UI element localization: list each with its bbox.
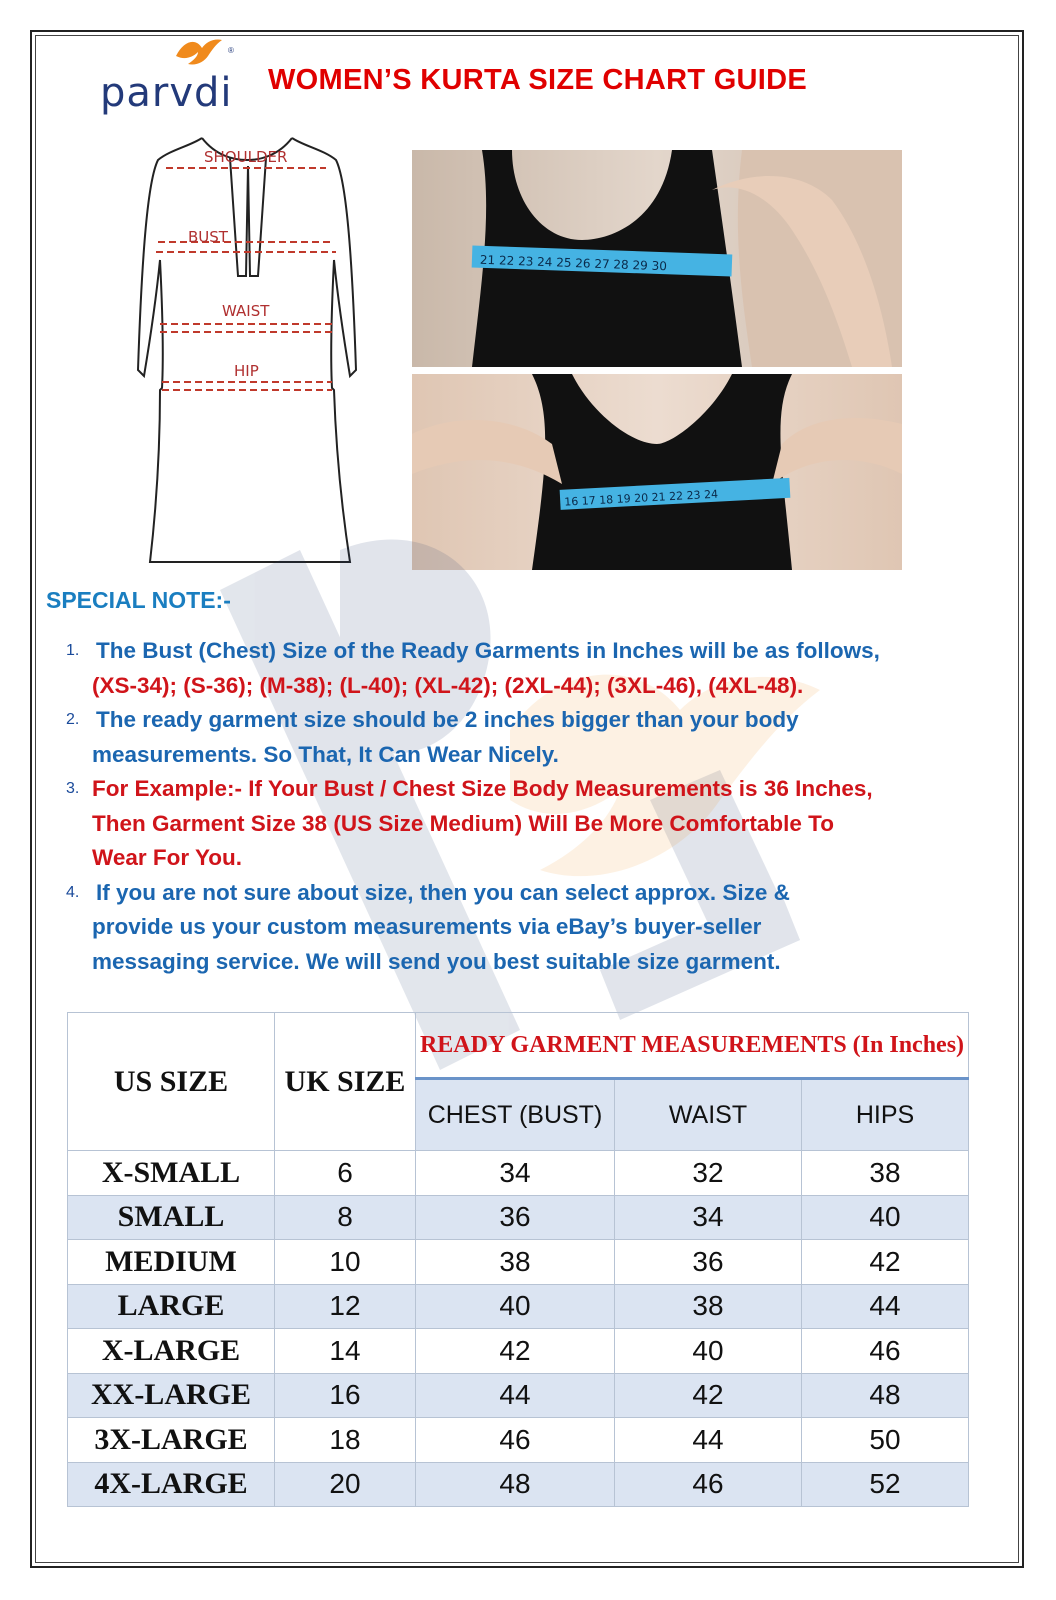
hips-cell: 42 <box>802 1240 969 1285</box>
note-number: 3. <box>66 780 80 797</box>
chest-cell: 44 <box>416 1373 615 1418</box>
chest-cell: 40 <box>416 1284 615 1329</box>
header-hips: HIPS <box>802 1079 969 1151</box>
bust-label: BUST <box>188 228 228 246</box>
waist-cell: 40 <box>615 1329 802 1374</box>
us-size-cell: X-LARGE <box>68 1329 275 1374</box>
brand-logo <box>100 36 250 116</box>
uk-size-cell: 10 <box>275 1240 416 1285</box>
waist-cell: 46 <box>615 1462 802 1507</box>
table-row <box>68 1373 969 1418</box>
header-us-size: US SIZE <box>68 1013 275 1151</box>
chest-cell: 46 <box>416 1418 615 1463</box>
note-line: The Bust (Chest) Size of the Ready Garments in Inches will be as follows, <box>96 638 880 663</box>
table-row <box>68 1151 969 1196</box>
header-chest: CHEST (BUST) <box>416 1079 615 1151</box>
chest-cell: 38 <box>416 1240 615 1285</box>
hips-cell: 46 <box>802 1329 969 1374</box>
note-number: 1. <box>66 642 80 659</box>
waist-label: WAIST <box>222 302 270 320</box>
note-line: The ready garment size should be 2 inches bigger than your body <box>96 707 799 732</box>
bird-logo-icon <box>174 36 224 72</box>
note-line: measurements. So That, It Can Wear Nicely. <box>92 741 559 767</box>
note-line: If you are not sure about size, then you can select approx. Size & <box>96 879 790 905</box>
note-item-4 <box>66 876 1026 980</box>
special-note-heading: SPECIAL NOTE:- <box>46 587 231 613</box>
tape-numbers-2: 16 17 18 19 20 21 22 23 24 <box>563 487 719 509</box>
note-item-1 <box>66 634 1026 703</box>
waist-cell: 38 <box>615 1284 802 1329</box>
waist-cell: 36 <box>615 1240 802 1285</box>
chest-cell: 34 <box>416 1151 615 1196</box>
uk-size-cell: 18 <box>275 1418 416 1463</box>
waist-cell: 42 <box>615 1373 802 1418</box>
table-row <box>68 1418 969 1463</box>
header-uk-size: UK SIZE <box>275 1013 416 1151</box>
chest-cell: 42 <box>416 1329 615 1374</box>
uk-size-cell: 16 <box>275 1373 416 1418</box>
waist-cell: 32 <box>615 1151 802 1196</box>
kurta-outline-icon <box>120 130 370 570</box>
uk-size-cell: 20 <box>275 1462 416 1507</box>
shoulder-label: SHOULDER <box>204 148 288 166</box>
table-row <box>68 1195 969 1240</box>
header-waist: WAIST <box>615 1079 802 1151</box>
hips-cell: 50 <box>802 1418 969 1463</box>
hips-cell: 40 <box>802 1195 969 1240</box>
chest-cell: 48 <box>416 1462 615 1507</box>
us-size-cell: MEDIUM <box>68 1240 275 1285</box>
us-size-cell: SMALL <box>68 1195 275 1240</box>
us-size-cell: LARGE <box>68 1284 275 1329</box>
hips-cell: 44 <box>802 1284 969 1329</box>
table-row <box>68 1284 969 1329</box>
note-number: 4. <box>66 883 80 901</box>
note-item-2 <box>66 703 1026 772</box>
note-line: Wear For You. <box>92 845 243 870</box>
table-row <box>68 1240 969 1285</box>
hips-cell: 38 <box>802 1151 969 1196</box>
registered-mark: ® <box>228 46 234 55</box>
note-line: messaging service. We will send you best suitable size garment. <box>92 948 781 974</box>
tape-numbers-1: 21 22 23 24 25 26 27 28 29 30 <box>479 252 668 274</box>
note-item-3 <box>66 772 1026 876</box>
hips-cell: 48 <box>802 1373 969 1418</box>
special-note-list <box>66 634 1026 979</box>
note-number: 2. <box>66 711 80 728</box>
page-title: WOMEN’S KURTA SIZE CHART GUIDE <box>268 64 808 96</box>
table-row <box>68 1329 969 1374</box>
hips-cell: 52 <box>802 1462 969 1507</box>
underbust-measure-photo <box>412 374 902 570</box>
bust-measure-photo <box>412 150 902 367</box>
uk-size-cell: 8 <box>275 1195 416 1240</box>
hip-label: HIP <box>234 362 259 380</box>
kurta-diagram <box>120 130 370 570</box>
uk-size-cell: 6 <box>275 1151 416 1196</box>
us-size-cell: X-SMALL <box>68 1151 275 1196</box>
uk-size-cell: 12 <box>275 1284 416 1329</box>
chest-cell: 36 <box>416 1195 615 1240</box>
waist-cell: 34 <box>615 1195 802 1240</box>
note-line: provide us your custom measurements via eBay’s buyer-seller <box>92 914 762 939</box>
us-size-cell: XX-LARGE <box>68 1373 275 1418</box>
size-chart-table <box>67 1012 969 1507</box>
us-size-cell: 4X-LARGE <box>68 1462 275 1507</box>
table-row <box>68 1462 969 1507</box>
note-line: For Example:- If Your Bust / Chest Size Body Measurements is 36 Inches, <box>92 776 873 801</box>
waist-cell: 44 <box>615 1418 802 1463</box>
note-line: (XS-34); (S-36); (M-38); (L-40); (XL-42); (2XL-44); (3XL-46), (4XL-48). <box>92 672 804 698</box>
logo-wordmark: parvdi <box>100 70 233 116</box>
uk-size-cell: 14 <box>275 1329 416 1374</box>
us-size-cell: 3X-LARGE <box>68 1418 275 1463</box>
header-ready-garment: READY GARMENT MEASUREMENTS (In Inches) <box>416 1013 969 1079</box>
note-line: Then Garment Size 38 (US Size Medium) Will Be More Comfortable To <box>92 810 834 836</box>
